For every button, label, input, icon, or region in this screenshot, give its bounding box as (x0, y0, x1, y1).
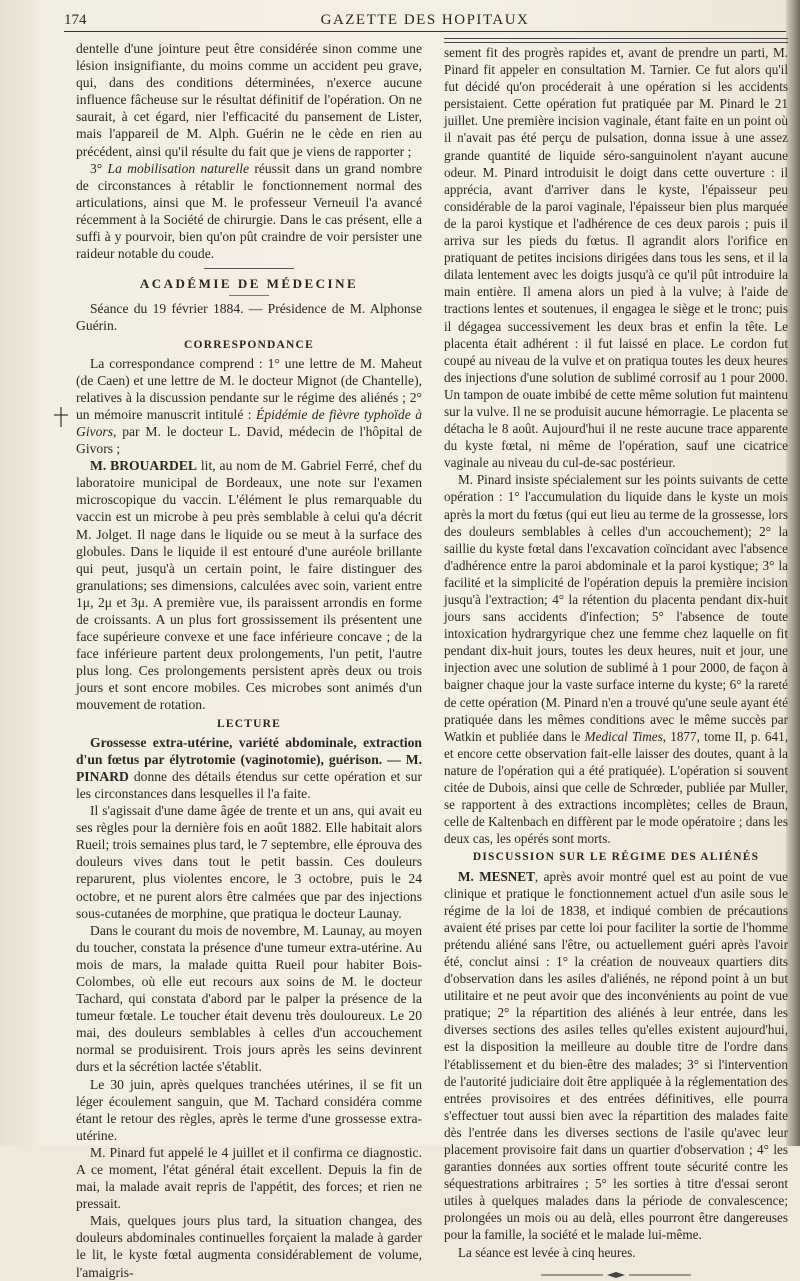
paragraph: 3° La mobilisation naturelle réussit dans un grand nombre de circonstances à rétablir le fonctionnement normal des articulations, ainsi que M. le professeur Verneuil l'a avancé récemment à la Société de chirurgie. Dans le cas présent, elle a suffi à y pourvoir, bien qu'on pût craindre de voir persister une raideur notable du coude. (76, 160, 422, 262)
paragraph: Il s'agissait d'une dame âgée de trente et un ans, qui avait eu ses règles pour la dernière fois en août 1882. Elle habitait alors Rueil; trois semaines plus tard, le 7 septembre, elle éprouva des douleurs vives dans tout le petit bassin. Ces douleurs reparurent, plus violentes encore, le 3 octobre, puis le 24 octobre, et ne purent alors être calmées que par des injections sous-cutanées de morphine, que pratiqua le docteur Launay. (76, 803, 422, 921)
paragraph: M. Pinard insiste spécialement sur les points suivants de cette opération : 1° l'accumulation du liquide dans le kyste un mois après la mort du fœtus (qui eut lieu au terme de la grossesse, lors des douleurs semblables à celles d'un accouchement); 2° la saillie du kyste fœtal dans l'excavation coïncidant avec l'absence d'adhérence entre la paroi abdominale et la paroi kystique; 3° la facilité et la simplicité de l'opération depuis la première incision jusqu'à l'extraction; 4° la rétention du placenta pendant dix-huit jours sans accidents d'infection; 5° l'absence de toute intoxication hydrargyrique chez une femme chez laquelle on fit pendant dix-huit jours, toutes les deux heures, nuit et jour, une injection avec une solution de sublimé à 1 pour 2000, de façon à baigner chaque jour la vaste surface interne du kyste; 6° la rareté de cette opération (M. Pinard n'en a trouvé qu'une seule ayant été pratiquée dans les mêmes conditions avec le même succès par Watkin et publiée dans le Medical Times, 1877, tome II, p. 641, et encore cette observation fait-elle laisser des doutes, quant à la nature de l'opération qui a été pratiquée). L'opération si souvent citée de Dubois, ainsi que celle de Schrœder, publiée par Muller, se rapportent à des extractions incomplètes; celles de Braun, celle de Kaltenbach en diffèrent par le mode opératoire ; dans les deux cas, les opérés sont morts. (444, 472, 788, 847)
section-title: ACADÉMIE DE MÉDECINE (139, 276, 359, 292)
subheading: LECTURE (217, 717, 281, 730)
running-title: GAZETTE DES HOPITAUX (320, 12, 530, 28)
emphasis: Épidémie de fièvre typhoïde à Givors (76, 406, 422, 439)
paragraph: M. BROUARDEL lit, au nom de M. Gabriel Ferré, chef du laboratoire municipal de Bordeaux, une note sur l'examen microscopique du vaccin. L'élément le plus remarquable du vaccin est un microbe à peu près semblable à celui qu'a décrit M. Jolget. Il nage dans le liquide ou se meut à la surface des globules. Dans le liquide il est entouré d'une auréole brillante qui peut, jusqu'à un certain point, le faire distinguer des granulations; ses dimensions, calculées avec soin, varient entre 1μ, 2μ et 3μ. A première vue, ils paraissent arrondis en forme de croissants. A un plus fort grossissement ils présentent une face supérieure convexe et une face inférieure concave ; de la face inférieure partent deux prolongements, l'un petit, l'autre plus long. Ces prolongements persistent après deux ou trois jours et sont encore mobiles. Ces microbes sont animés d'un mouvement de rotation. (76, 458, 422, 713)
margin-cross-mark (54, 407, 68, 427)
speaker-name: M. BROUARDEL (90, 458, 197, 474)
column-top-double-rule (444, 38, 788, 43)
subheading: CORRESPONDANCE (184, 338, 314, 351)
session-line: Séance du 19 février 1884. — Présidence de M. Alphonse Guérin. (76, 301, 422, 334)
emphasis: Medical Times (584, 728, 663, 744)
left-column (76, 40, 422, 1281)
paragraph: Grossesse extra-utérine, variété abdominale, extraction d'un fœtus par élytrotomie (vaginotomie), guérison. — M. PINARD donne des détails étendus sur cette opération et sur les circonstances dans lesquelles il l'a faite. (76, 734, 422, 801)
paragraph: M. Pinard fut appelé le 4 juillet et il confirma ce diagnostic. A ce moment, l'état général était excellent. Depuis la fin de mai, la malade avait repris de l'appétit, des forces; et rien ne pressait. (76, 1144, 422, 1212)
paragraph: La correspondance comprend : 1° une lettre de M. Maheut (de Caen) et une lettre de M. le docteur Mignot (de Chantelle), relatives à la discussion pendante sur le régime des aliénés ; 2° un mémoire manuscrit intitulé : Épidémie de fièvre typhoïde à Givors, par M. le docteur L. David, médecin de l'hôpital de Givors ; (76, 355, 422, 457)
paragraph: dentelle d'une jointure peut être considérée sinon comme une lésion insignifiante, du moins comme un accident peu grave, qui, dans des conditions déterminées, n'exerce aucune influence fâcheuse sur le résultat définitif de l'opération. On ne saurait, à cet égard, nier l'efficacité du pansement de Lister, mais l'appareil de M. Alph. Guérin ne le cède en rien au précédent, ainsi qu'il résulte du fait que je viens de rapporter ; (76, 41, 422, 159)
header-rule (64, 31, 786, 32)
page-header (64, 10, 786, 36)
speaker-name: M. MESNET (458, 868, 535, 884)
closing-line: La séance est levée à cinq heures. (458, 1244, 636, 1260)
paragraph: M. MESNET, après avoir montré quel est au point de vue clinique et pratique le fonctionnement actuel d'un asile sous le régime de la loi de 1838, et indiqué combien de précautions avaient été prises par cette loi pour faciliter la sortie de l'homme prétendu aliéné sans l'être, ou actuellement guéri après l'avoir été, conclut ainsi : 1° la création de nouveaux quartiers dits d'observation dans les asiles d'aliénés, ne répond point à un but utilitaire et ne peut avoir que des inconvénients au point de vue pratique; 2° la répartition des aliénés à leur entrée, dans les diverses sections des asiles telles qu'elles existent aujourd'hui, est la disposition la meilleure au double titre de l'ordre dans l'établissement et du bien-être des malades; 3° si l'intervention de l'autorité judiciaire doit être appliquée à la réglementation des entrées provisoires et des entrées définitives, elle pourra s'effectuer tout aussi bien avec la répartition des malades faite dès l'entrée dans les diverses sections de l'asile qu'avec leur placement provisoire fait dans un quartier d'observation ; 4° les garanties données aux sorties offrent toute sécurité contre les séquestrations arbitraires ; 5° les sorties à titre d'essai seront utiles à quelques malades dans la période de convalescence; prolongées un mois ou au delà, elles pourront être dangereuses pour la famille, la société et le malade lui-même. (444, 868, 789, 1243)
paragraph: Mais, quelques jours plus tard, la situation changea, des douleurs abdominales continuelles forçaient la malade à garder le lit, le kyste fœtal augmenta considérablement de volume, l'amaigris- (76, 1213, 422, 1280)
paragraph: Le 30 juin, après quelques tranchées utérines, il se fit un léger écoulement sanguin, que M. Tachard considéra comme étant le retour des règles, après le terme d'une grossesse extra-utérine. (76, 1076, 422, 1143)
section-divider (204, 268, 294, 269)
paragraph: Dans le courant du mois de novembre, M. Launay, au moyen du toucher, constata la présence d'une tumeur extra-utérine. Au mois de mars, la malade quitta Rueil pour habiter Bois-Colombes, où elle eut recours aux soins de M. le docteur Tachard, qui constata d'abord par le palper la présence de la tumeur fœtale. Le toucher était devenu très douloureux. Le 20 mai, des douleurs semblables à celles d'un accouchement normal se produisirent. Trois jours après les seins devinrent durs et la sécrétion lactée s'établit. (76, 922, 422, 1075)
emphasis: La mobilisation naturelle (107, 160, 250, 176)
page-edge-shadow (786, 0, 800, 1146)
article-title: Grossesse extra-utérine, variété abdominale, extraction d'un fœtus par élytrotomie (vaginotomie), guérison. (76, 734, 422, 767)
page-number: 174 (64, 12, 87, 28)
section-divider (229, 295, 269, 296)
paragraph: sement fit des progrès rapides et, avant de prendre un parti, M. Pinard fit appeler en consultation M. Tarnier. Ce fut alors qu'il fut décidé qu'on procéderait à une opération si les accidents persistaient. Cette opération fut pratiquée par M. Pinard le 21 juillet. Une première incision vaginale, étant faite en un point où il n'avait pas été perçu de pulsation, donna issue à une assez grande quantité de liquide séro-sanguinolent n'ayant aucune odeur. M. Pinard introduisit le doigt dans cette ouverture : il apprécia, avant d'arriver dans le kyste, l'épaisseur peu considérable de la paroi vaginale, l'épaisseur bien plus marquée de la paroi kystique et l'adhérence de ces deux parois ; puis il arriva sur les pieds du fœtus. Il agrandit alors l'orifice en pratiquant de petites incisions dirigées dans tous les sens, et il la dilata lentement avec les doigts jusqu'à ce qu'il pût introduire la main entière. Il amena alors un pied à la vulve; à l'aide de tractions lentes et soutenues, il engagea le siège et le tronc; puis il dégagea successivement les deux bras et enfin la tête. Le placenta était adhérent : il fut laissé en place. Le cordon fut coupé au niveau de la vulve et on pratiqua toutes les deux heures des injections d'une solution de sublimé corrosif au 1 pour 2000. Un tampon de ouate imbibé de cette même solution fut maintenu sur la vulve. Il ne se produisit aucune hémorragie. Le placenta se détacha le 8 août. Aujourd'hui il ne reste aucune trace apparente du kyste fœtal, ni même de l'opération, sauf une cicatrice vaginale au niveau du cul-de-sac postérieur. (444, 45, 788, 471)
end-ornament-rule (541, 1271, 691, 1279)
subheading: DISCUSSION SUR LE RÉGIME DES ALIÉNÉS (472, 851, 760, 864)
end-ornament (541, 1271, 691, 1281)
right-column (444, 44, 788, 1281)
